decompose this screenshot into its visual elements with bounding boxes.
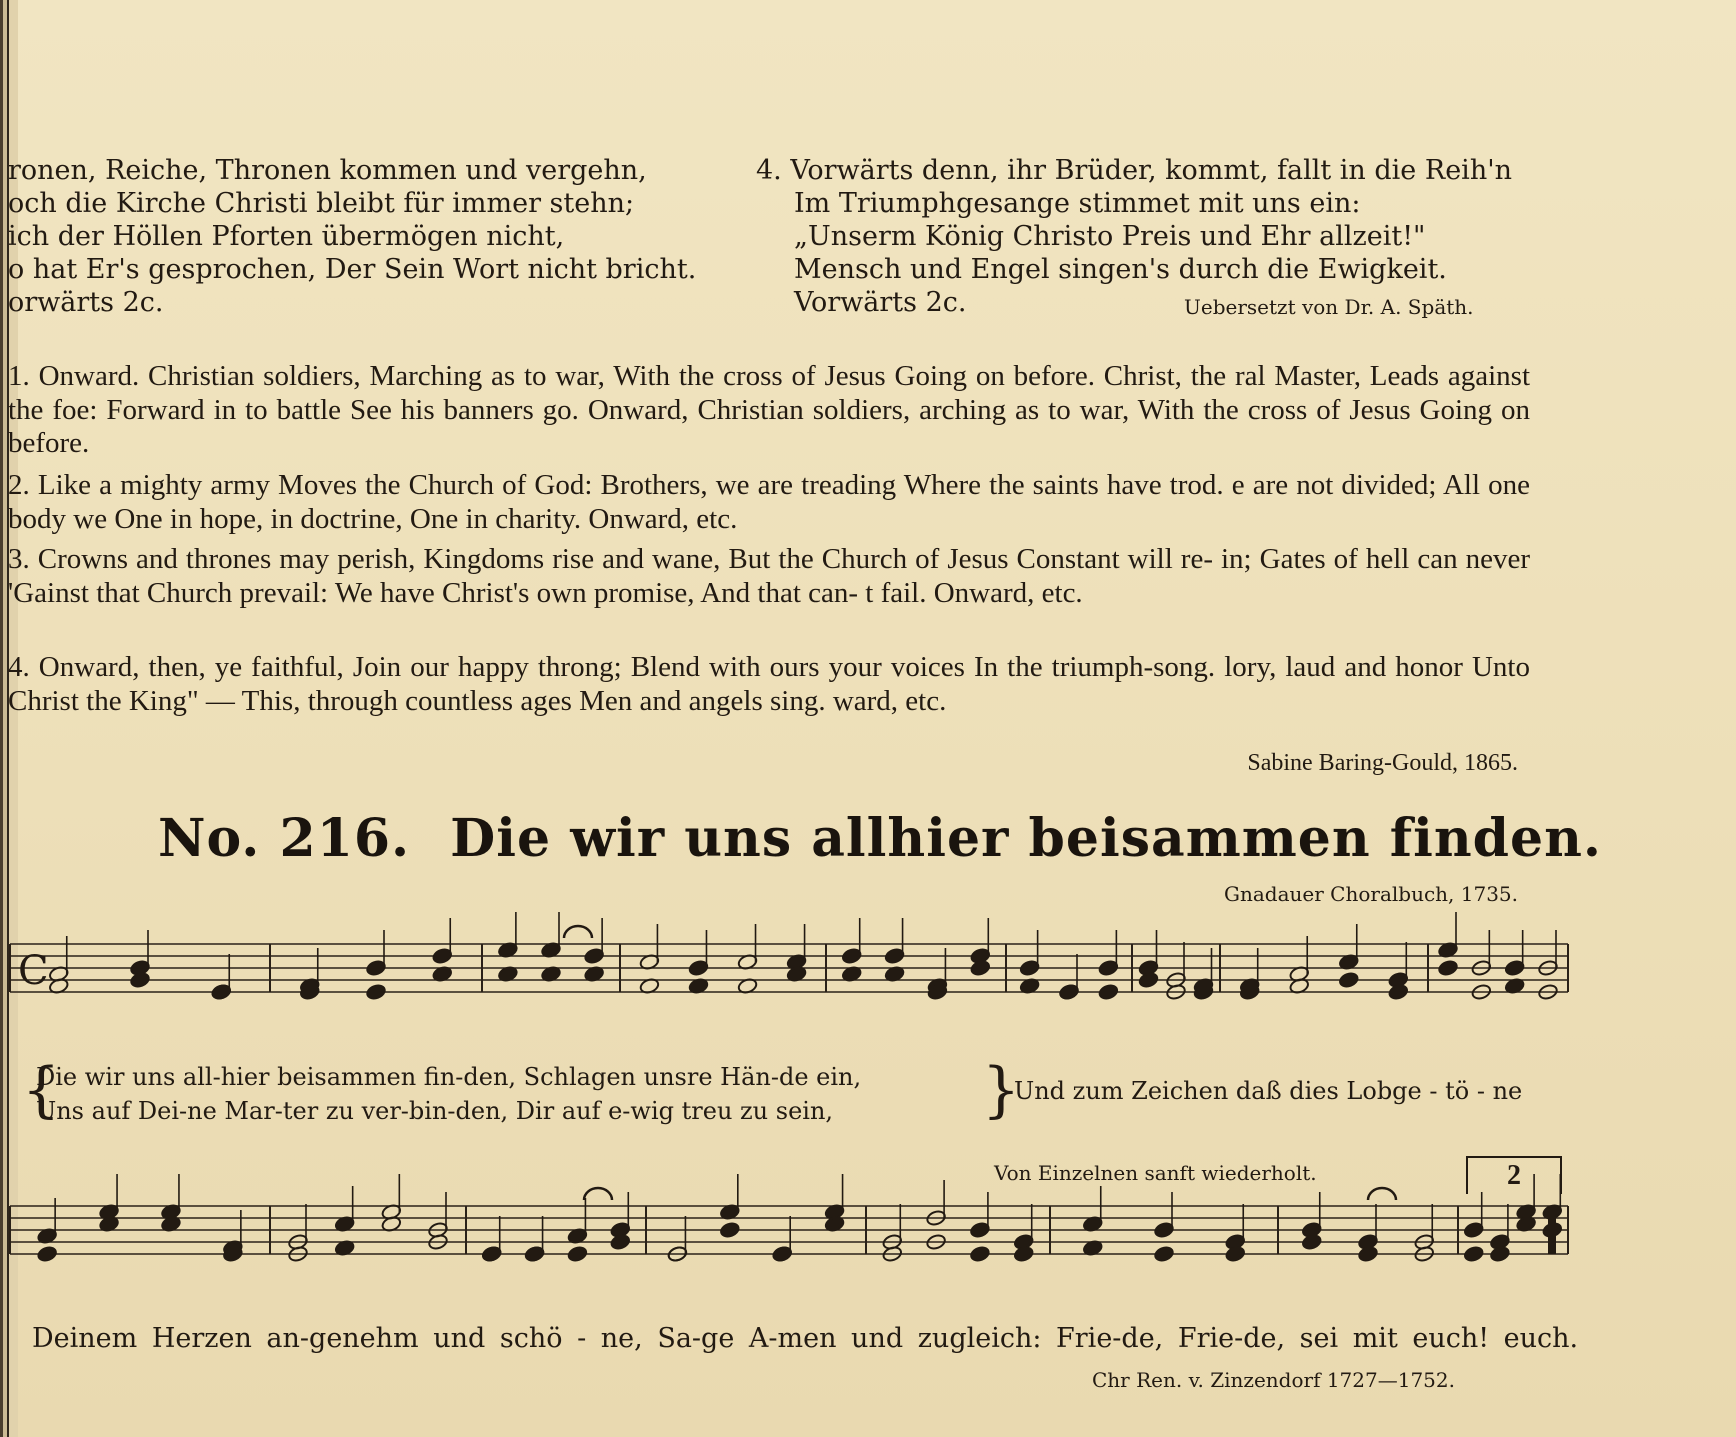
music-staff-system-1: [0, 912, 1736, 1052]
brace-left: {: [22, 1055, 61, 1125]
translator-credit: Uebersetzt von Dr. A. Späth.: [1184, 295, 1474, 319]
notehead: [365, 983, 386, 1000]
english-author: Sabine Baring-Gould, 1865.: [1247, 750, 1518, 776]
verse-line: o hat Er's gesprochen, Der Sein Wort nicht bricht.: [8, 254, 697, 285]
brace-right: }: [982, 1055, 1021, 1125]
lyrics-line-refrain: Und zum Zeichen daß dies Lobge - tö - ne: [1014, 1077, 1523, 1105]
verse-line: och die Kirche Christi bleibt für immer stehn;: [8, 188, 635, 219]
notehead: [567, 1245, 588, 1262]
notehead: [969, 1245, 990, 1262]
verse-line: Im Triumphgesange stimmet mit uns ein:: [794, 188, 1361, 219]
lyrics-line: Uns auf Dei-ne Mar-ter zu ver-bin-den, Dir auf e-wig treu zu sein,: [36, 1097, 834, 1125]
hymn-title: [158, 808, 1602, 869]
english-stanza-1: 1. Onward. Christian soldiers, Marching as to war, With the cross of Jesus Going on before. Christ, the ral Master, Leads against the foe: Forward in to battle See his banners go. Onward, Christian soldiers, arching as to war, With the cross of Jesus Going on before.: [8, 360, 1530, 459]
hymn-title-text: Die wir uns allhier beisammen finden.: [450, 808, 1603, 869]
verse-line: Vorwärts 2c.: [794, 287, 967, 318]
time-signature-c: C: [18, 948, 49, 994]
text-author: Chr Ren. v. Zinzendorf 1727—1752.: [1092, 1368, 1455, 1392]
second-ending: 2: [1466, 1156, 1562, 1194]
music-staff-system-2: [0, 1152, 1736, 1302]
verse-line: Mensch und Engel singen's durch die Ewigkeit.: [794, 254, 1447, 285]
verse-line: orwärts 2c.: [8, 287, 164, 318]
notehead: [1153, 1245, 1174, 1262]
final-barline: [1548, 1206, 1556, 1254]
english-stanza-3: 3. Crowns and thrones may perish, Kingdoms rise and wane, But the Church of Jesus Constant will re- in; Gates of hell can never 'Gainst that Church prevail: We have Christ's own promise, And that can- t fail. Onward, etc.: [8, 543, 1530, 609]
fermata-icon: [584, 1188, 612, 1200]
lyrics-line: Die wir uns all-hier beisammen fin-den, Schlagen unsre Hän-de ein,: [36, 1063, 862, 1091]
repeat-instruction: Von Einzelnen sanft wiederholt.: [994, 1161, 1317, 1185]
english-stanza-4: 4. Onward, then, ye faithful, Join our happy throng; Blend with ours your voices In the triumph-song. lory, laud and honor Unto Christ the King" — This, through countless ages Men and angels sing. ward, etc.: [8, 651, 1530, 717]
lyrics-system-2: Deinem Herzen an-genehm und schö - ne, Sa-ge A-men und zugleich: Frie-de, Frie-de, sei mit euch! euch.: [32, 1323, 1579, 1354]
fermata-icon: [1368, 1188, 1396, 1200]
lyrics-system-1: [22, 1055, 1021, 1128]
notehead: [1463, 1245, 1484, 1262]
english-stanza-2: 2. Like a mighty army Moves the Church of God: Brothers, we are treading Where the saints have trod. e are not divided; All one body we One in hope, in doctrine, One in charity. Onward, etc.: [8, 469, 1530, 535]
notehead: [37, 1245, 58, 1262]
hymn-number: No. 216.: [158, 808, 411, 869]
verse-line: ich der Höllen Pforten übermögen nicht,: [8, 221, 565, 252]
notehead: [1098, 983, 1119, 1000]
verse-line: „Unserm König Christo Preis und Ehr allzeit!": [794, 221, 1426, 252]
notehead: [1437, 959, 1458, 976]
fermata-icon: [564, 926, 592, 938]
tune-source: Gnadauer Choralbuch, 1735.: [1224, 882, 1518, 906]
verse-line: ronen, Reiche, Thronen kommen und vergehn,: [8, 155, 647, 186]
verse-line: 4. Vorwärts denn, ihr Brüder, kommt, fallt in die Reih'n: [756, 155, 1513, 186]
german-stanza-3: [8, 154, 696, 319]
notehead: [719, 1221, 740, 1238]
notehead: [1338, 971, 1359, 988]
